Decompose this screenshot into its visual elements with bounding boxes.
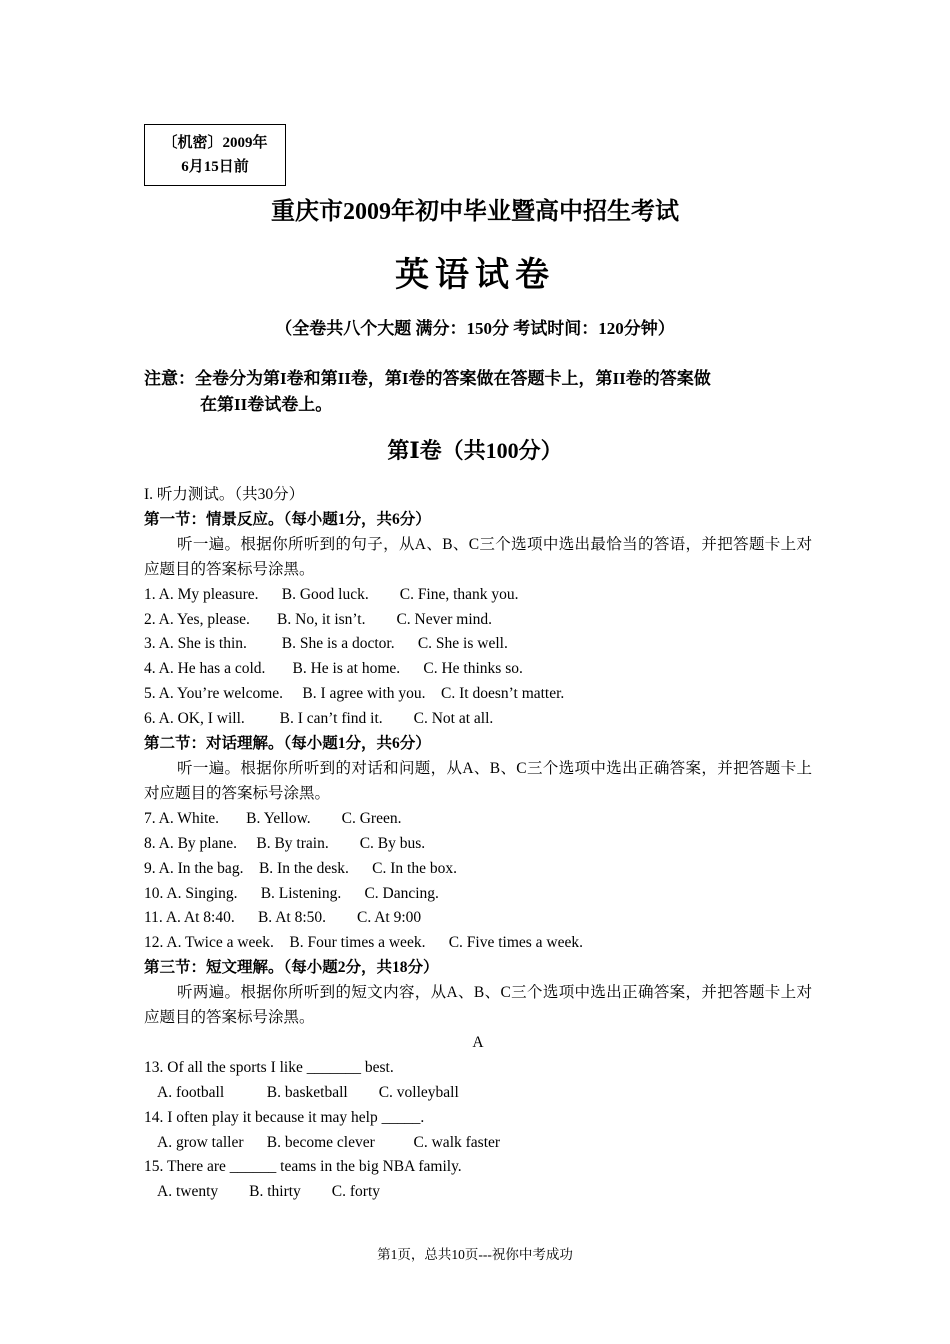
exam-content xyxy=(144,483,812,1205)
question: 4. A. He has a cold. B. He is at home. C. He thinks so. xyxy=(144,660,523,678)
secret-line-2: 6月15日前 xyxy=(181,159,249,175)
secret-line-1: 〔机密〕2009年 xyxy=(162,135,268,151)
question: 12. A. Twice a week. B. Four times a week. C. Five times a week. xyxy=(144,934,584,952)
question: 7. A. White. B. Yellow. C. Green. xyxy=(144,809,402,827)
confidential-stamp xyxy=(144,124,286,186)
question: 6. A. OK, I will. B. I can’t find it. C. Not at all. xyxy=(144,710,494,728)
question: 2. A. Yes, please. B. No, it isn’t. C. Never mind. xyxy=(144,610,493,628)
instruction: 听两遍。根据你所听到的短文内容，从A、B、C三个选项中选出正确答案，并把答题卡上对应题目的答案标号涂黑。 xyxy=(144,984,812,1027)
answer-options: A. football B. basketball C. volleyball xyxy=(157,1083,459,1101)
notice-line-2: 在第II卷试卷上。 xyxy=(200,395,333,414)
question: 8. A. By plane. B. By train. C. By bus. xyxy=(144,834,426,852)
part-title: 第Ⅰ卷（共100分） xyxy=(387,438,563,463)
subsection-heading: 第三节：短文理解。（每小题2分，共18分） xyxy=(144,959,439,977)
question: 15. There are ______ teams in the big NBA family. xyxy=(144,1158,462,1176)
exam-subtitle: 英语试卷 xyxy=(395,257,555,294)
exam-info: （全卷共八个大题 满分：150分 考试时间：120分钟） xyxy=(275,319,675,338)
instruction: 听一遍。根据你所听到的对话和问题，从A、B、C三个选项中选出正确答案，并把答题卡上对应题目的答案标号涂黑。 xyxy=(144,759,812,802)
answer-options: A. twenty B. thirty C. forty xyxy=(157,1183,381,1201)
subsection-heading: 第二节：对话理解。（每小题1分，共6分） xyxy=(144,735,431,753)
subsection-heading: 第一节：情景反应。（每小题1分，共6分） xyxy=(144,510,431,528)
exam-title: 重庆市2009年初中毕业暨高中招生考试 xyxy=(271,199,679,225)
answer-options: A. grow taller B. become clever C. walk faster xyxy=(157,1133,501,1151)
passage-label: A xyxy=(472,1033,484,1051)
page-footer: 第1页，总共10页---祝你中考成功 xyxy=(377,1247,573,1262)
notice xyxy=(144,366,812,418)
question: 13. Of all the sports I like _______ best. xyxy=(144,1058,394,1076)
question: 14. I often play it because it may help _____. xyxy=(144,1108,425,1126)
section-heading: I. 听力测试。（共30分） xyxy=(144,486,305,503)
notice-line-1: 注意：全卷分为第I卷和第II卷，第I卷的答案做在答题卡上，第II卷的答案做 xyxy=(144,369,711,388)
question: 10. A. Singing. B. Listening. C. Dancing. xyxy=(144,884,439,902)
question: 9. A. In the bag. B. In the desk. C. In the box. xyxy=(144,859,457,877)
question: 5. A. You’re welcome. B. I agree with you. C. It doesn’t matter. xyxy=(144,685,565,703)
question: 11. A. At 8:40. B. At 8:50. C. At 9:00 xyxy=(144,909,422,927)
question: 3. A. She is thin. B. She is a doctor. C. She is well. xyxy=(144,635,508,653)
instruction: 听一遍。根据你所听到的句子，从A、B、C三个选项中选出最恰当的答语，并把答题卡上对应题目的答案标号涂黑。 xyxy=(144,535,812,578)
question: 1. A. My pleasure. B. Good luck. C. Fine, thank you. xyxy=(144,585,519,603)
